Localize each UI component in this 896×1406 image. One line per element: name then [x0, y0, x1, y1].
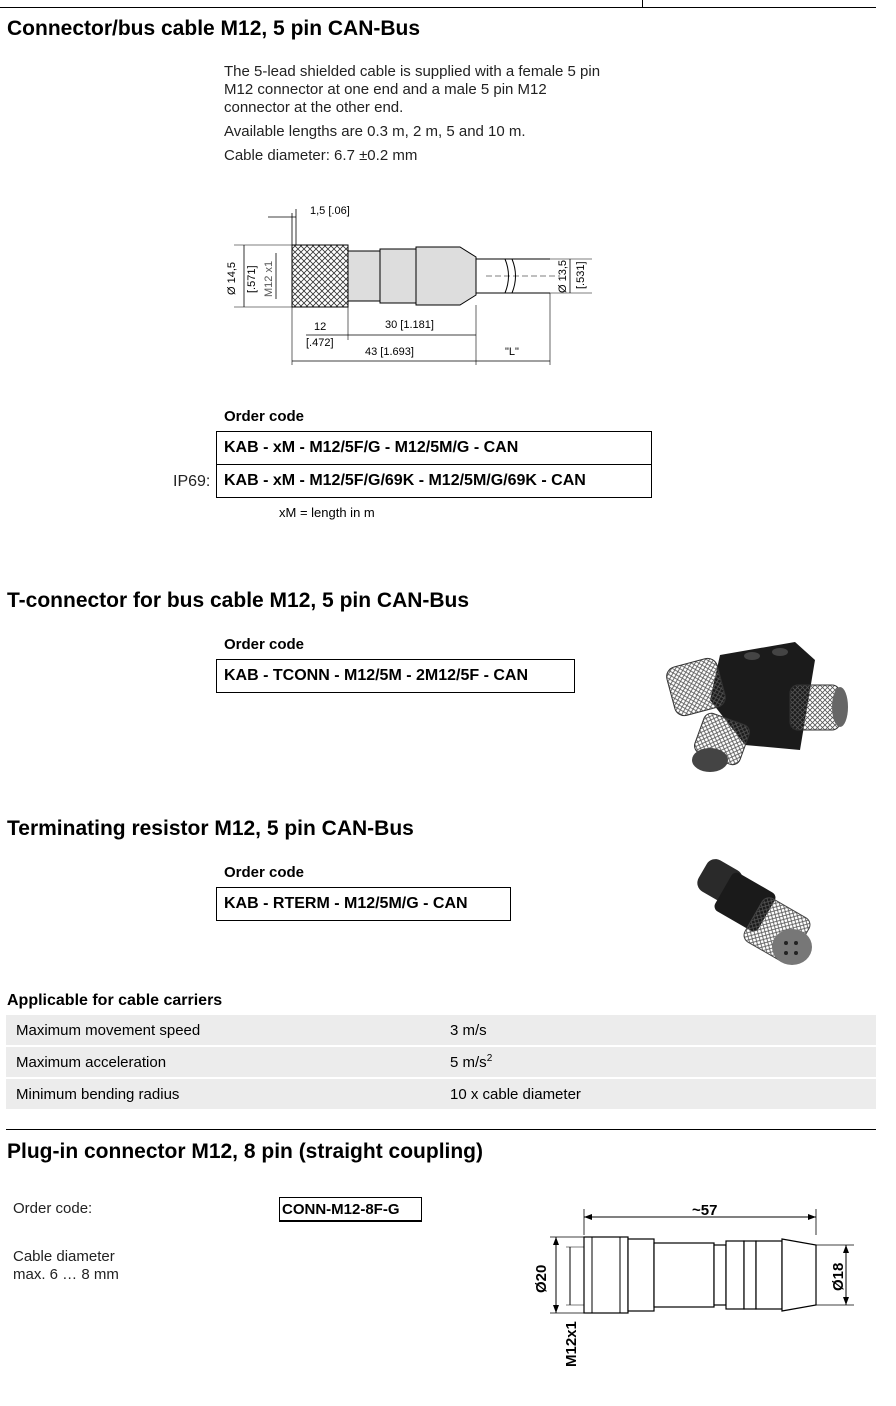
row-label: Maximum movement speed [6, 1015, 440, 1046]
dim-top: 1,5 [.06] [310, 205, 350, 217]
available-lengths: Available lengths are 0.3 m, 2 m, 5 and 10 m. [224, 123, 526, 140]
dim-531: [.531] [575, 261, 587, 289]
dim-57: ~57 [692, 1202, 718, 1219]
dim-12: 12 [314, 321, 327, 333]
section1-order-code-1: KAB - xM - M12/5F/G - M12/5M/G - CAN [216, 431, 652, 465]
dim-m12: M12 x1 [263, 260, 275, 297]
section4-order-code-label: Order code: [13, 1200, 93, 1217]
section1-order-code-2: KAB - xM - M12/5F/G/69K - M12/5M/G/69K - CAN [216, 464, 652, 498]
section3-order-code-label: Order code [224, 864, 305, 881]
section3-title: Terminating resistor M12, 5 pin CAN-Bus [7, 817, 414, 840]
section3-order-code: KAB - RTERM - M12/5M/G - CAN [216, 887, 511, 921]
section2-order-code-label: Order code [224, 636, 305, 653]
cable-diameter-value: max. 6 … 8 mm [13, 1266, 119, 1283]
table-row [6, 1046, 876, 1078]
top-rule-tick [642, 0, 643, 7]
row-value: 3 m/s [440, 1015, 876, 1046]
desc-line-2: M12 connector at one end and a male 5 pin M12 [224, 81, 547, 98]
dim-m12x1: M12x1 [563, 1321, 580, 1367]
table-row [6, 1078, 876, 1109]
row-value: 10 x cable diameter [440, 1078, 876, 1109]
dim-d145: Ø 14,5 [226, 261, 238, 295]
carriers-title: Applicable for cable carriers [7, 992, 223, 1009]
dim-d135: Ø 13,5 [557, 259, 569, 293]
section1-title: Connector/bus cable M12, 5 pin CAN-Bus [7, 17, 421, 40]
terminating-resistor-image [690, 855, 830, 975]
dim-d18: Ø18 [830, 1262, 847, 1291]
cable-diameter: Cable diameter: 6.7 ±0.2 mm [224, 147, 418, 164]
section4-title: Plug-in connector M12, 8 pin (straight coupling) [7, 1140, 484, 1163]
top-rule [0, 7, 876, 8]
carriers-table [6, 1015, 876, 1109]
desc-line-1: The 5-lead shielded cable is supplied with a female 5 pin [224, 63, 601, 80]
dim-571: [.571] [246, 265, 258, 293]
dim-d20: Ø20 [533, 1264, 550, 1293]
section1-note: xM = length in m [279, 505, 375, 520]
dim-L: "L" [505, 346, 519, 358]
cable-technical-drawing [220, 195, 600, 370]
dim-43: 43 [1.693] [365, 346, 414, 358]
plug-connector-drawing [520, 1195, 860, 1375]
t-connector-image [660, 630, 860, 780]
row-label: Maximum acceleration [6, 1046, 440, 1078]
section2-title: T-connector for bus cable M12, 5 pin CAN-Bus [7, 589, 470, 612]
acceleration-exponent: 2 [486, 1053, 493, 1064]
cable-diameter-label: Cable diameter [13, 1248, 115, 1265]
section1-order-code-label: Order code [224, 408, 305, 425]
row-value [440, 1046, 876, 1078]
dim-472: [.472] [306, 337, 334, 349]
section4-cable-diameter [13, 1248, 119, 1284]
dim-30: 30 [1.181] [385, 319, 434, 331]
ip69-label: IP69: [173, 473, 211, 490]
section2-order-code: KAB - TCONN - M12/5M - 2M12/5F - CAN [216, 659, 575, 693]
acceleration-value: 5 m/s [450, 1054, 487, 1071]
section4-order-code: CONN-M12-8F-G [279, 1197, 422, 1222]
desc-line-3: connector at the other end. [224, 99, 404, 116]
section-divider [6, 1129, 876, 1130]
table-row [6, 1015, 876, 1046]
row-label: Minimum bending radius [6, 1078, 440, 1109]
section1-description [224, 63, 644, 165]
